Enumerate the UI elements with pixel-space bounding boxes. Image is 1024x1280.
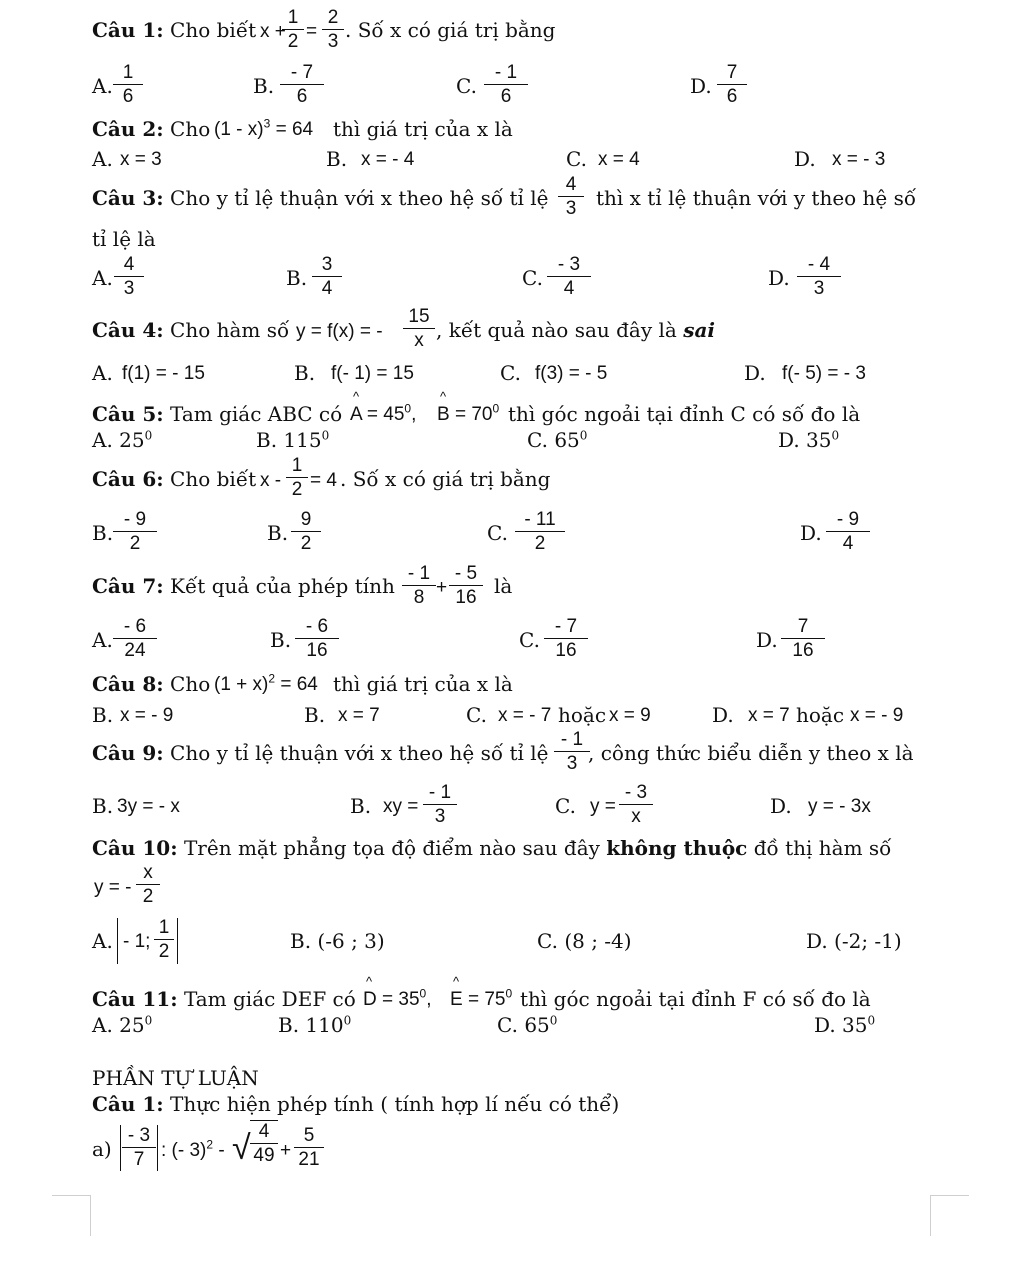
- q9-opt-a-label: B.: [92, 794, 114, 818]
- q2-opt-c-label: C.: [566, 147, 587, 171]
- q11-angle-e: $E = 75^0$: [450, 986, 513, 1010]
- q8-opt-d-v1: x = 7: [748, 705, 790, 726]
- q11-tail: thì góc ngoải tại đỉnh F có số đo là: [520, 987, 871, 1011]
- q6-opt-d: - 9 4: [826, 509, 870, 554]
- q8-tail: thì giá trị của x là: [333, 672, 513, 696]
- q2-opt-d: x = - 3: [832, 149, 886, 170]
- q3-opt-c-label: C.: [522, 266, 543, 290]
- q8-text: Câu 8: Cho: [92, 672, 211, 696]
- q6-text: Câu 6: Cho biết: [92, 467, 257, 491]
- q5-opt-b: B. $115^0$: [256, 428, 330, 452]
- q7-opt-c: - 7 16: [544, 616, 588, 661]
- q6-opt-a: - 9 2: [113, 509, 157, 554]
- q7-frac-2: - 5 16: [449, 563, 483, 608]
- q3-line2: tỉ lệ là: [92, 227, 156, 251]
- q3-opt-d-label: D.: [768, 266, 790, 290]
- q4-opt-c: f(3) = - 5: [535, 363, 608, 384]
- q6-opt-b-label: B.: [267, 521, 289, 545]
- essay-q1: Câu 1: Thực hiện phép tính ( tính hợp lí nếu có thể): [92, 1092, 620, 1116]
- essay-abs-right: [157, 1125, 158, 1171]
- q4-opt-a: f(1) = - 15: [122, 363, 205, 384]
- q8-opt-c-v2: x = 9: [609, 705, 651, 726]
- q4-tail: , kết quả nào sau đây là sai: [436, 318, 716, 342]
- q3-opt-b: 3 4: [312, 254, 342, 299]
- q2-expr: (1 - x)$^3$ = 64: [214, 116, 314, 140]
- q7-opt-c-label: C.: [519, 628, 540, 652]
- q6-frac: 1 2: [286, 455, 308, 500]
- q9-opt-b-lhs: xy =: [383, 796, 419, 817]
- q9-frac: - 1 3: [554, 729, 590, 774]
- q7-opt-d: 7 16: [781, 616, 825, 661]
- q10-opt-a-p1: - 1;: [123, 931, 151, 952]
- q2-text: Câu 2: Cho: [92, 117, 211, 141]
- q3-frac: 4 3: [558, 174, 584, 219]
- q1-opt-c: - 1 6: [484, 62, 528, 107]
- q8-expr: $(1 + x)^2 = 64$: [214, 671, 318, 695]
- q8-opt-d: D.: [712, 703, 734, 727]
- q9-opt-d-label: D.: [770, 794, 792, 818]
- q10-opt-a-frac: 1 2: [154, 917, 174, 962]
- q5-hat-b: ^: [440, 389, 447, 404]
- q9-opt-b-frac: - 1 3: [423, 782, 457, 827]
- q8-opt-b: x = 7: [338, 705, 380, 726]
- q3-opt-d: - 4 3: [797, 254, 841, 299]
- q7-text: Câu 7: Kết quả của phép tính: [92, 574, 395, 598]
- q1-opt-b-label: B.: [253, 74, 275, 98]
- q1-opt-c-label: C.: [456, 74, 477, 98]
- q1-opt-a: 1 6: [113, 62, 143, 107]
- q1-text: Câu 1: Cho biết: [92, 18, 257, 42]
- q7-tail: là: [494, 574, 513, 598]
- q10-opt-c: C. (8 ; -4): [537, 929, 632, 953]
- q9-opt-a: 3y = - x: [117, 796, 180, 817]
- q7-frac-1: - 1 8: [402, 563, 436, 608]
- essay-abs-left: [120, 1125, 121, 1171]
- q5-angle-a: $A = 45^0$,: [350, 401, 417, 425]
- q4-opt-a-label: A.: [92, 361, 113, 385]
- q5-tail: thì góc ngoải tại đỉnh C có số đo là: [508, 402, 861, 426]
- q10-opt-d: D. (-2; -1): [806, 929, 902, 953]
- q5-opt-c: C. $65^0$: [527, 428, 588, 452]
- q8-opt-c-or: hoặc: [558, 703, 607, 727]
- q2-opt-b: x = - 4: [361, 149, 415, 170]
- q10-text: Câu 10: Trên mặt phẳng tọa độ điểm nào sau đây không thuộc đồ thị hàm số: [92, 836, 892, 860]
- q10-lhs: y = -: [94, 877, 132, 898]
- q10-opt-a-bar-left: [117, 918, 118, 964]
- essay-plus: +: [280, 1140, 292, 1161]
- q6-opt-c-label: C.: [487, 521, 508, 545]
- q10-opt-a-label: A.: [92, 929, 113, 953]
- q6-lhs: x -: [260, 470, 282, 491]
- q9-opt-c-lhs: y =: [590, 796, 616, 817]
- q3-opt-b-label: B.: [286, 266, 308, 290]
- q11-hat-e: ^: [453, 974, 460, 989]
- q4-opt-c-label: C.: [500, 361, 521, 385]
- q5-hat-a: ^: [353, 389, 360, 404]
- q1-opt-d: 7 6: [717, 62, 747, 107]
- q6-opt-d-label: D.: [800, 521, 822, 545]
- q4-frac: 15 x: [403, 306, 435, 351]
- q6-opt-b: 9 2: [291, 509, 321, 554]
- q6-opt-a-label: B.: [92, 521, 114, 545]
- q10-opt-b: B. (-6 ; 3): [290, 929, 385, 953]
- q9-opt-c-label: C.: [555, 794, 576, 818]
- q1-opt-a-label: A.: [92, 74, 113, 98]
- q8-opt-c: C.: [466, 703, 487, 727]
- q11-opt-a: A. $25^0$: [92, 1013, 153, 1037]
- q1-eq-x: x +: [260, 21, 286, 42]
- q7-opt-d-label: D.: [756, 628, 778, 652]
- q1-opt-b: - 7 6: [280, 62, 324, 107]
- q2-opt-d-label: D.: [794, 147, 816, 171]
- q11-text: Câu 11: Tam giác DEF có: [92, 987, 356, 1011]
- essay-a-label: a): [92, 1137, 112, 1161]
- q4-opt-b: f(- 1) = 15: [331, 363, 414, 384]
- q4-opt-d: f(- 5) = - 3: [782, 363, 866, 384]
- q8-opt-d-or: hoặc: [796, 703, 845, 727]
- q11-opt-c: C. $65^0$: [497, 1013, 558, 1037]
- q5-opt-a: A. $25^0$: [92, 428, 153, 452]
- q11-opt-d: D. $35^0$: [814, 1013, 876, 1037]
- q11-hat-d: ^: [366, 974, 373, 989]
- q1-frac-1: 1 2: [282, 7, 304, 52]
- q1-eq-sign: =: [306, 21, 318, 42]
- q2-opt-a-label: A.: [92, 147, 113, 171]
- q1-opt-d-label: D.: [690, 74, 712, 98]
- q6-tail: . Số x có giá trị bằng: [340, 467, 551, 491]
- q1-frac-2: 2 3: [322, 7, 344, 52]
- q8-opt-a: x = - 9: [120, 705, 174, 726]
- essay-frac-1: - 3 7: [122, 1125, 156, 1170]
- q6-rhs: = 4: [310, 470, 337, 491]
- corner-mark-right: [930, 1195, 969, 1236]
- q4-opt-b-label: B.: [294, 361, 316, 385]
- q9-text: Câu 9: Cho y tỉ lệ thuận với x theo hệ số tỉ lệ: [92, 741, 549, 765]
- essay-frac-3: 5 21: [294, 1125, 324, 1170]
- q5-text: Câu 5: Tam giác ABC có: [92, 402, 343, 426]
- essay-heading: PHẦN TỰ LUẬN: [92, 1066, 259, 1090]
- q1-tail: . Số x có giá trị bằng: [345, 18, 556, 42]
- q7-opt-b-label: B.: [270, 628, 292, 652]
- q8-opt-d-v2: x = - 9: [850, 705, 904, 726]
- q9-opt-c-frac: - 3 x: [619, 782, 653, 827]
- corner-mark-left: [52, 1195, 91, 1236]
- q10-opt-a-bar-right: [177, 918, 178, 964]
- q11-angle-d: $D = 35^0$,: [363, 986, 432, 1010]
- essay-root-sign: √: [232, 1129, 251, 1167]
- q8-opt-c-v1: x = - 7: [498, 705, 552, 726]
- q8-opt-a-label: B.: [92, 703, 114, 727]
- q2-opt-c: x = 4: [598, 149, 640, 170]
- q11-opt-b: B. $110^0$: [278, 1013, 352, 1037]
- q7-opt-b: - 6 16: [295, 616, 339, 661]
- q5-opt-d: D. $35^0$: [778, 428, 840, 452]
- q3-opt-a: 4 3: [114, 254, 144, 299]
- q6-opt-c: - 11 2: [515, 509, 565, 554]
- q7-opt-a-label: A.: [92, 628, 113, 652]
- q3-opt-a-label: A.: [92, 266, 113, 290]
- q7-opt-a: - 6 24: [113, 616, 157, 661]
- q3-tail: thì x tỉ lệ thuận với y theo hệ số: [596, 186, 917, 210]
- q10-frac: x 2: [136, 862, 160, 907]
- essay-mid: : (- 3)$^2$ -: [161, 1137, 225, 1161]
- q2-opt-a: x = 3: [120, 149, 162, 170]
- q4-opt-d-label: D.: [744, 361, 766, 385]
- q5-angle-b: $B = 70^0$: [437, 401, 500, 425]
- q9-tail: , công thức biểu diễn y theo x là: [588, 741, 914, 765]
- q3-text: Câu 3: Cho y tỉ lệ thuận với x theo hệ số tỉ lệ: [92, 186, 549, 210]
- q8-opt-b-label: B.: [304, 703, 326, 727]
- q9-opt-b-label: B.: [350, 794, 372, 818]
- q9-opt-d: y = - 3x: [808, 796, 871, 817]
- essay-frac-2: 4 49: [250, 1120, 278, 1166]
- q4-lhs: y = f(x) = -: [296, 321, 383, 342]
- q7-plus: +: [436, 577, 448, 598]
- q2-opt-b-label: B.: [326, 147, 348, 171]
- q4-text: Câu 4: Cho hàm số: [92, 318, 290, 342]
- q3-opt-c: - 3 4: [547, 254, 591, 299]
- q2-tail: thì giá trị của x là: [333, 117, 513, 141]
